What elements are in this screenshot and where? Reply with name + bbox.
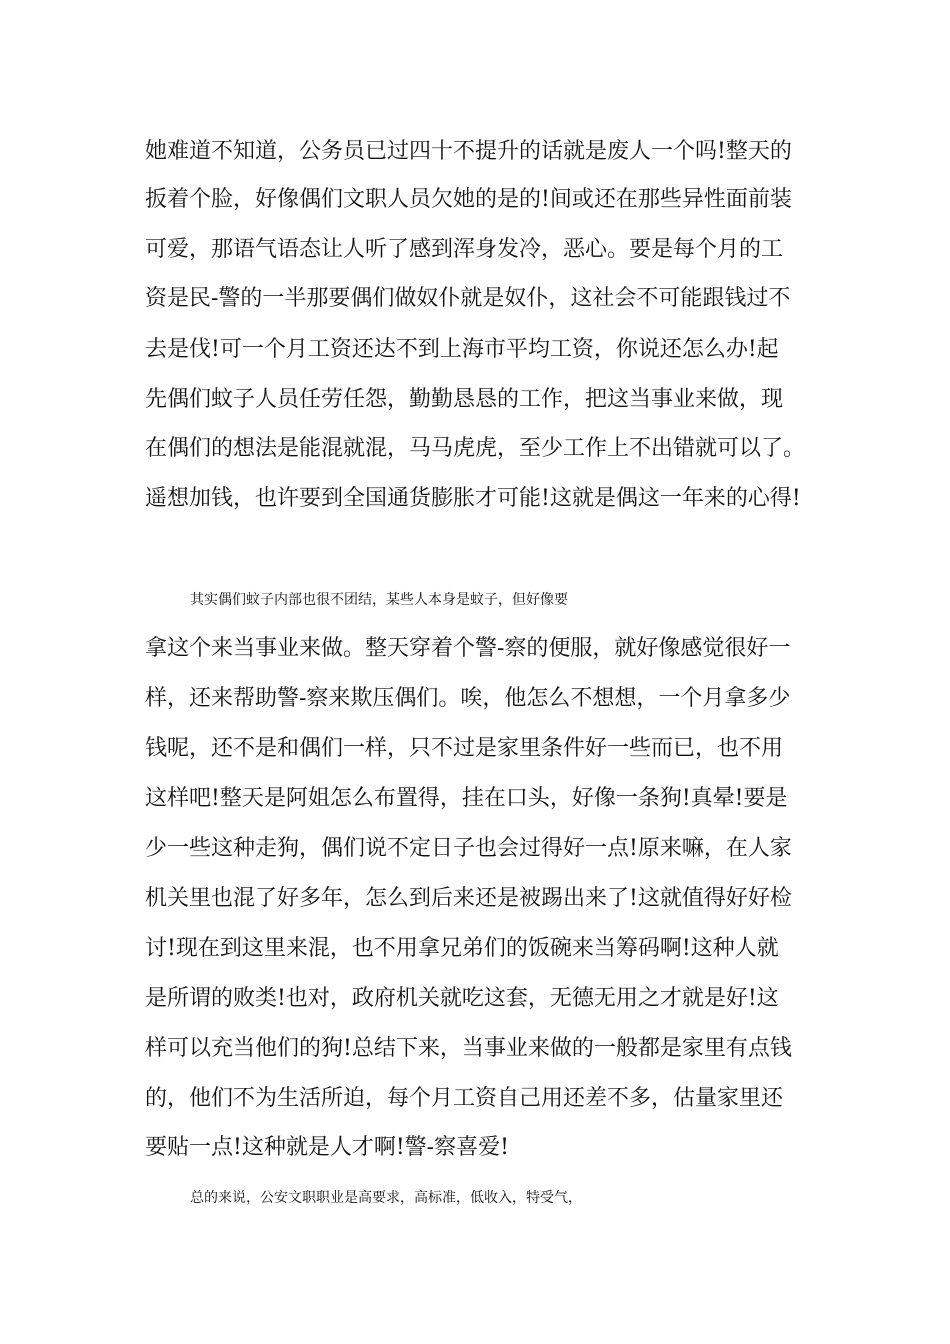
text-line: 资是民-警的一半那要偶们做奴仆就是奴仆，这社会不可能跟钱过不: [145, 286, 791, 311]
text-line: 样可以充当他们的狗!总结下来，当事业来做的一般都是家里有点钱: [145, 1036, 792, 1061]
text-line: 先偶们蚊子人员任劳任怨，勤勤恳恳的工作，把这当事业来做，现: [145, 387, 784, 412]
text-line: 钱呢，还不是和偶们一样，只不过是家里条件好一些而已，也不用: [145, 736, 784, 761]
text-line: 机关里也混了好多年，怎么到后来还是被踢出来了!这就值得好好检: [145, 886, 792, 911]
text-line: 是所谓的败类!也对，政府机关就吃这套，无德无用之才就是好!这: [145, 986, 779, 1011]
text-line: 要贴一点!这种就是人才啊!警-察喜爱!: [145, 1135, 509, 1160]
text-line: 扳着个脸，好像偶们文职人员欠她的是的!间或还在那些异性面前装: [145, 187, 792, 212]
text-line: 去是伐!可一个月工资还达不到上海市平均工资，你说还怎么办!起: [145, 337, 779, 362]
text-line: 她难道不知道，公务员已过四十不提升的话就是废人一个吗!整天的: [145, 139, 792, 164]
text-line: 可爱，那语气语态让人听了感到浑身发冷，恶心。要是每个月的工: [145, 237, 784, 262]
text-line: 总的来说，公安文职职业是高要求，高标准，低收入，特受气，: [190, 1190, 582, 1206]
text-line: 的，他们不为生活所迫，每个月工资自己用还差不多，估量家里还: [145, 1086, 784, 1111]
text-line: 讨!现在到这里来混，也不用拿兄弟们的饭碗来当筹码啊!这种人就: [145, 936, 779, 961]
text-line: 这样吧!整天是阿姐怎么布置得，挂在口头，好像一条狗!真晕!要是: [145, 786, 788, 811]
text-line: 样，还来帮助警-察来欺压偶们。唉，他怎么不想想，一个月拿多少: [145, 686, 791, 711]
text-line: 在偶们的想法是能混就混，马马虎虎，至少工作上不出错就可以了。: [145, 436, 806, 461]
text-line: 遥想加钱，也许要到全国通货膨胀才可能!这就是偶这一年来的心得!: [145, 486, 801, 511]
text-line: 少一些这种走狗，偶们说不定日子也会过得好一点!原来嘛，在人家: [145, 836, 792, 861]
text-line: 拿这个来当事业来做。整天穿着个警-察的便服，就好像感觉很好一: [145, 636, 791, 661]
text-line: 其实偶们蚊子内部也很不团结，某些人本身是蚊子，但好像要: [190, 592, 568, 608]
